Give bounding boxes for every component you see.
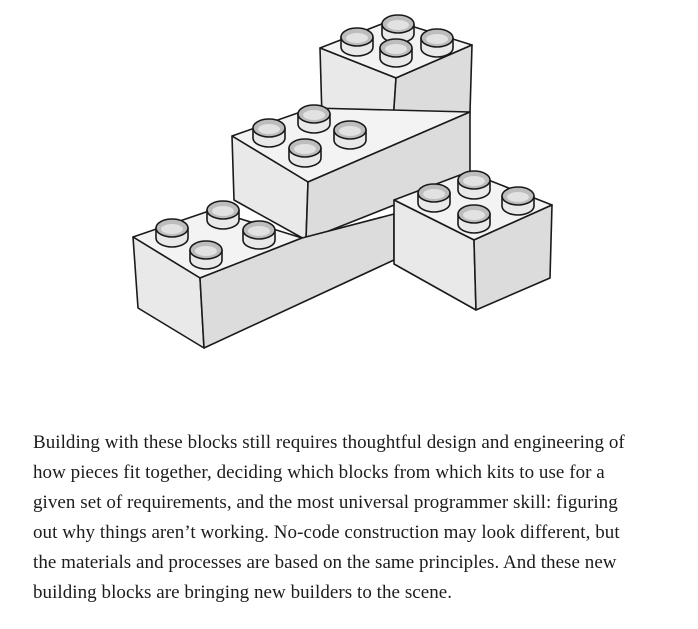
paragraph-line: given set of requirements, and the most universal programmer skill: figuring: [33, 492, 618, 513]
stud-icon: [253, 119, 285, 147]
stud-icon: [190, 241, 222, 269]
stud-icon: [380, 39, 412, 67]
stud-icon: [458, 171, 490, 199]
stud-icon: [418, 184, 450, 212]
article-paragraph: [33, 428, 663, 608]
stud-icon: [207, 201, 239, 229]
paragraph-line: building blocks are bringing new builders to the scene.: [33, 582, 453, 603]
stud-icon: [243, 221, 275, 249]
paragraph-line: the materials and processes are based on the same principles. And these new: [33, 552, 617, 573]
stud-icon: [458, 205, 490, 233]
stud-icon: [156, 219, 188, 247]
stud-icon: [341, 28, 373, 56]
stud-icon: [298, 105, 330, 133]
stud-icon: [502, 187, 534, 215]
stud-icon: [334, 121, 366, 149]
paragraph-line: Building with these blocks still requires thoughtful design and engineering of: [33, 432, 625, 453]
stud-icon: [421, 29, 453, 57]
stud-icon: [289, 139, 321, 167]
paragraph-line: how pieces fit together, deciding which blocks from which kits to use for a: [33, 462, 605, 483]
paragraph-line: out why things aren’t working. No-code construction may look different, but: [33, 522, 620, 543]
